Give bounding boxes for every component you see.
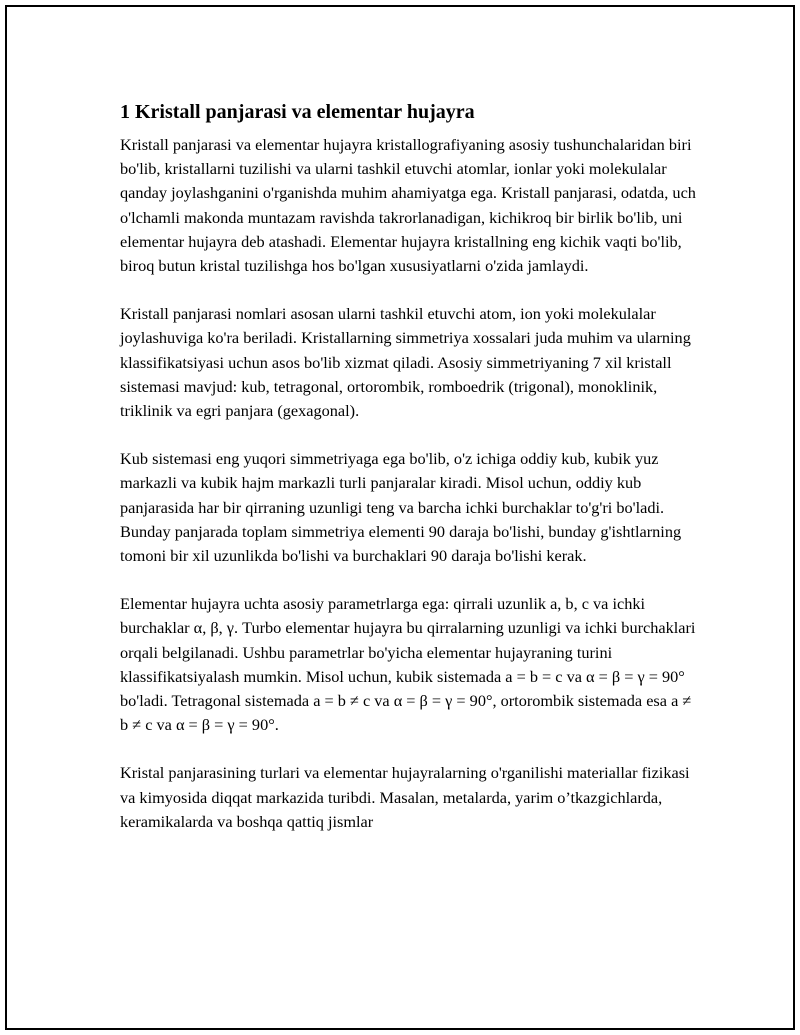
paragraph-5: Kristal panjarasining turlari va elementar hujayralarning o'rganilishi materiallar fizikasi va kimyosida diqqat markazida turibdi. Masalan, metalarda, yarim o’tkazgichlarda, keramikalarda va boshqa qattiq jismlar — [120, 763, 690, 831]
paragraph-3: Kub sistemasi eng yuqori simmetriyaga ega bo'lib, o'z ichiga oddiy kub, kubik yuz markazli va kubik hajm markazli turli panjaralar kiradi. Misol uchun, oddiy kub panjarasida har bir qirraning uzunligi teng va barcha ichki burchaklar to'g'ri bo'ladi. Bunday panjarada toplam simmetriya elementi 90 daraja bo'lishi, bunday g'ishtlarning tomoni bir xil uzunlikda bo'lishi va burchaklari 90 daraja bo'lishi kerak. — [120, 449, 682, 566]
document-content — [120, 97, 700, 858]
paragraph-1: Kristall panjarasi va elementar hujayra kristallografiyaning asosiy tushunchalaridan biri bo'lib, kristallarni tuzilishi va ularni tashkil etuvchi atomlar, ionlar yoki molekulalar qanday joylashganini o'rganishda muhim ahamiyatga ega. Kristall panjarasi, odatda, uch o'lchamli makonda muntazam ravishda takrorlanadigan, kichikroq bir birlik bo'lib, uni elementar hujayra deb atashadi. Elementar hujayra kristallning eng kichik vaqti bo'lib, biroq butun kristal tuzilishga hos bo'lgan xususiyatlarni o'zida jamlaydi. — [120, 135, 696, 276]
section-heading: 1 Kristall panjarasi va elementar hujayra — [120, 101, 475, 123]
paragraph-4: Elementar hujayra uchta asosiy parametrlarga ega: qirrali uzunlik a, b, c va ichki burchaklar α, β, γ. Turbo elementar hujayra bu qirralarning uzunligi va ichki burchaklari orqali belgilanadi. Ushbu parametrlar bo'yicha elementar hujayraning turini klassifikatsiyalash mumkin. Misol uchun, kubik sistemada a = b = c va α = β = γ = 90° bo'ladi. Tetragonal sistemada a = b ≠ c va α = β = γ = 90°, ortorombik sistemada esa a ≠ b ≠ c va α = β = γ = 90°. — [120, 594, 696, 735]
paragraph-2: Kristall panjarasi nomlari asosan ularni tashkil etuvchi atom, ion yoki molekulalar joylashuviga ko'ra beriladi. Kristallarning simmetriya xossalari juda muhim va ularning klassifikatsiyasi uchun asos bo'lib xizmat qiladi. Asosiy simmetriyaning 7 xil kristall sistemasi mavjud: kub, tetragonal, ortorombik, romboedrik (trigonal), monoklinik, triklinik va egri panjara (gexagonal). — [120, 304, 691, 421]
page-frame — [5, 5, 795, 1030]
